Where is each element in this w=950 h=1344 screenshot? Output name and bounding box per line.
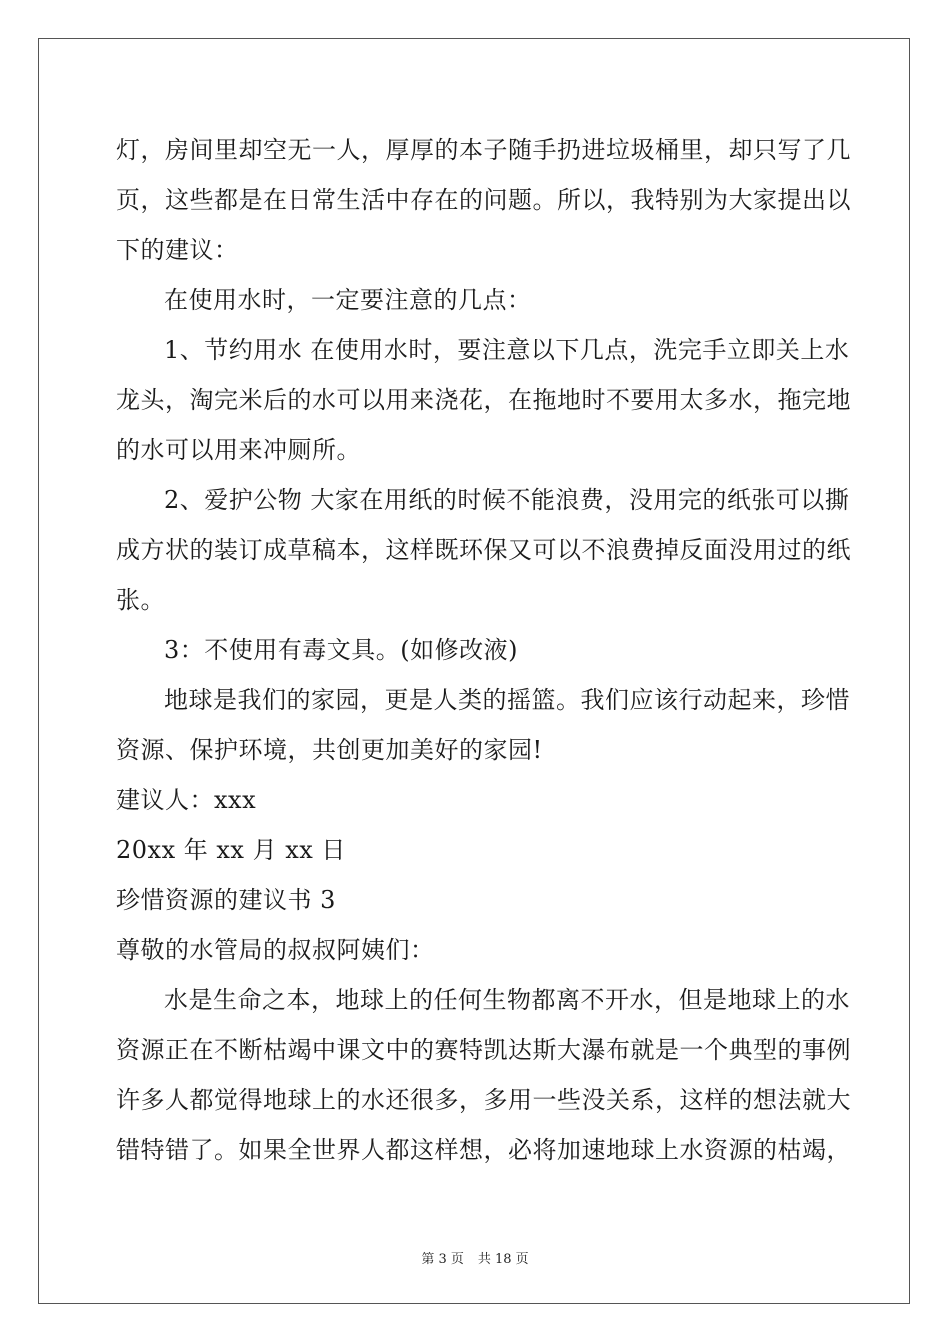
paragraph-line: 水是生命之本，地球上的任何生物都离不开水，但是地球上的水 xyxy=(164,986,850,1014)
paragraph-line: 资源正在不断枯竭中课文中的赛特凯达斯大瀑布就是一个典型的事例 xyxy=(116,1036,851,1064)
paragraph-line: 地球是我们的家园，更是人类的摇篮。我们应该行动起来，珍惜 xyxy=(164,686,850,714)
salutation-line: 尊敬的水管局的叔叔阿姨们： xyxy=(116,936,435,964)
section-heading: 珍惜资源的建议书 3 xyxy=(116,886,336,914)
signer-line: 建议人：xxx xyxy=(116,786,257,814)
paragraph-line: 龙头，淘完米后的水可以用来浇花，在拖地时不要用太多水，拖完地 xyxy=(116,386,851,414)
paragraph-line: 2、爱护公物 大家在用纸的时候不能浪费，没用完的纸张可以撕 xyxy=(164,486,850,514)
paragraph-line: 成方状的装订成草稿本，这样既环保又可以不浪费掉反面没用过的纸 xyxy=(116,536,851,564)
paragraph-line: 的水可以用来冲厕所。 xyxy=(116,436,361,464)
page-total: 共 18 页 xyxy=(477,1252,529,1267)
paragraph-line: 在使用水时，一定要注意的几点： xyxy=(164,286,532,314)
paragraph-line: 资源、保护环境，共创更加美好的家园! xyxy=(116,736,543,764)
paragraph-line: 页，这些都是在日常生活中存在的问题。所以，我特别为大家提出以 xyxy=(116,186,851,214)
paragraph-line: 张。 xyxy=(116,586,165,614)
page-footer xyxy=(0,1248,950,1267)
document-body xyxy=(116,125,851,1175)
page-number: 第 3 页 xyxy=(421,1252,464,1267)
paragraph-line: 下的建议： xyxy=(116,236,239,264)
paragraph-line: 1、节约用水 在使用水时，要注意以下几点，洗完手立即关上水 xyxy=(164,336,850,364)
paragraph-line: 3：不使用有毒文具。(如修改液) xyxy=(164,636,518,664)
date-line: 20xx 年 xx 月 xx 日 xyxy=(116,836,346,864)
paragraph-line: 许多人都觉得地球上的水还很多，多用一些没关系，这样的想法就大 xyxy=(116,1086,851,1114)
paragraph-line: 灯，房间里却空无一人，厚厚的本子随手扔进垃圾桶里，却只写了几 xyxy=(116,136,851,164)
paragraph-line: 错特错了。如果全世界人都这样想，必将加速地球上水资源的枯竭， xyxy=(116,1136,851,1164)
